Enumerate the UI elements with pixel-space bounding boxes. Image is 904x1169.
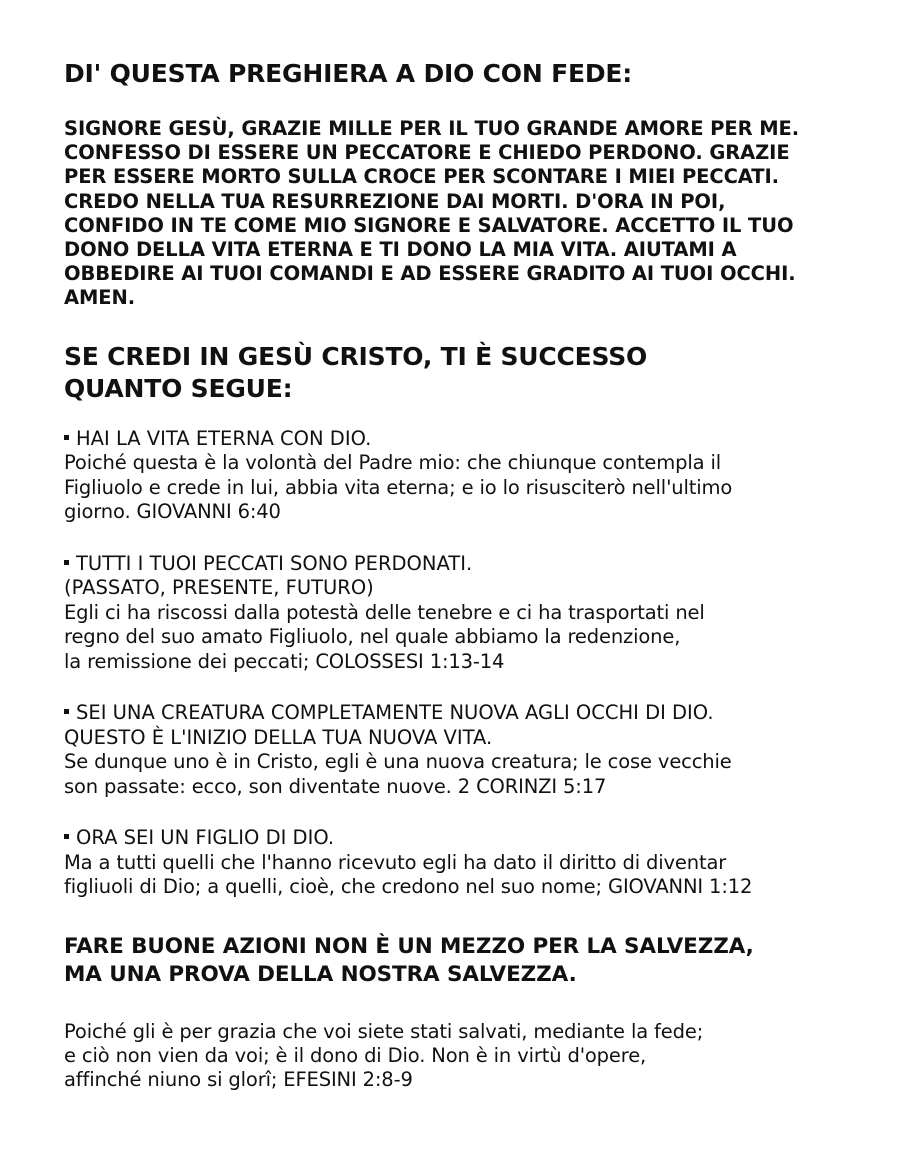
point-heading-text: SEI UNA CREATURA COMPLETAMENTE NUOVA AGLI OCCHI DI DIO. bbox=[76, 701, 714, 725]
prayer-line: CONFIDO IN TE COME MIO SIGNORE E SALVATORE. ACCETTO IL TUO bbox=[64, 213, 794, 237]
point-heading bbox=[64, 552, 854, 601]
prayer-line: PER ESSERE MORTO SULLA CROCE PER SCONTARE I MIEI PECCATI. bbox=[64, 165, 779, 189]
section-heading bbox=[64, 341, 854, 405]
prayer-line: CREDO NELLA TUA RESURREZIONE DAI MORTI. D'ORA IN POI, bbox=[64, 189, 726, 213]
point-heading-text: ORA SEI UN FIGLIO DI DIO. bbox=[76, 826, 335, 850]
point-heading bbox=[64, 826, 854, 851]
prayer-line: AMEN. bbox=[64, 286, 136, 310]
prayer-line: OBBEDIRE AI TUOI COMANDI E AD ESSERE GRADITO AI TUOI OCCHI. bbox=[64, 262, 796, 286]
point-verse bbox=[64, 451, 854, 525]
verse-line: Egli ci ha riscossi dalla potestà delle tenebre e ci ha trasportati nel bbox=[64, 600, 705, 624]
verse-line: affinché niuno si glorî; EFESINI 2:8-9 bbox=[64, 1068, 413, 1092]
point-heading-text: (PASSATO, PRESENTE, FUTURO) bbox=[64, 576, 374, 600]
good-works-heading-line: FARE BUONE AZIONI NON È UN MEZZO PER LA SALVEZZA, bbox=[64, 933, 754, 959]
bullet-icon bbox=[64, 834, 69, 839]
verse-line: giorno. GIOVANNI 6:40 bbox=[64, 500, 281, 524]
verse-line: Poiché gli è per grazia che voi siete stati salvati, mediante la fede; bbox=[64, 1019, 704, 1043]
section-heading-line: SE CREDI IN GESÙ CRISTO, TI È SUCCESSO bbox=[64, 341, 648, 371]
good-works-heading-line: MA UNA PROVA DELLA NOSTRA SALVEZZA. bbox=[64, 962, 577, 988]
prayer-text bbox=[64, 117, 854, 311]
point-eternal-life bbox=[64, 427, 854, 525]
bullet-icon bbox=[64, 560, 69, 565]
verse-line: regno del suo amato Figliuolo, nel quale abbiamo la redenzione, bbox=[64, 625, 681, 649]
point-child-of-god bbox=[64, 826, 854, 900]
point-verse bbox=[64, 750, 854, 799]
point-heading-text: TUTTI I TUOI PECCATI SONO PERDONATI. bbox=[76, 551, 473, 575]
verse-line: figliuoli di Dio; a quelli, cioè, che credono nel suo nome; GIOVANNI 1:12 bbox=[64, 875, 753, 899]
point-heading-text: HAI LA VITA ETERNA CON DIO. bbox=[76, 426, 372, 450]
verse-line: e ciò non vien da voi; è il dono di Dio. Non è in virtù d'opere, bbox=[64, 1043, 647, 1067]
bullet-icon bbox=[64, 435, 69, 440]
point-heading bbox=[64, 427, 854, 452]
prayer-line: CONFESSO DI ESSERE UN PECCATORE E CHIEDO PERDONO. GRAZIE bbox=[64, 141, 790, 165]
verse-line: Se dunque uno è in Cristo, egli è una nuova creatura; le cose vecchie bbox=[64, 750, 732, 774]
verse-line: son passate: ecco, son diventate nuove. 2 CORINZI 5:17 bbox=[64, 774, 607, 798]
prayer-line: SIGNORE GESÙ, GRAZIE MILLE PER IL TUO GRANDE AMORE PER ME. bbox=[64, 117, 800, 140]
good-works-heading bbox=[64, 933, 854, 990]
page-title: DI' QUESTA PREGHIERA A DIO CON FEDE: bbox=[64, 59, 633, 88]
point-verse bbox=[64, 851, 854, 900]
point-new-creature bbox=[64, 701, 854, 799]
point-sins-forgiven bbox=[64, 552, 854, 675]
point-heading-text: QUESTO È L'INIZIO DELLA TUA NUOVA VITA. bbox=[64, 725, 493, 749]
section-heading-line: QUANTO SEGUE: bbox=[64, 373, 293, 403]
closing-verse bbox=[64, 1020, 854, 1093]
verse-line: Poiché questa è la volontà del Padre mio: che chiunque contempla il bbox=[64, 451, 722, 475]
point-verse bbox=[64, 601, 854, 675]
bullet-icon bbox=[64, 709, 69, 714]
prayer-line: DONO DELLA VITA ETERNA E TI DONO LA MIA VITA. AIUTAMI A bbox=[64, 238, 737, 262]
verse-line: Ma a tutti quelli che l'hanno ricevuto egli ha dato il diritto di diventar bbox=[64, 850, 727, 874]
verse-line: Figliuolo e crede in lui, abbia vita eterna; e io lo risusciterò nell'ultimo bbox=[64, 475, 733, 499]
tract-page bbox=[64, 58, 854, 1093]
point-heading bbox=[64, 701, 854, 750]
verse-line: la remissione dei peccati; COLOSSESI 1:13-14 bbox=[64, 649, 505, 673]
